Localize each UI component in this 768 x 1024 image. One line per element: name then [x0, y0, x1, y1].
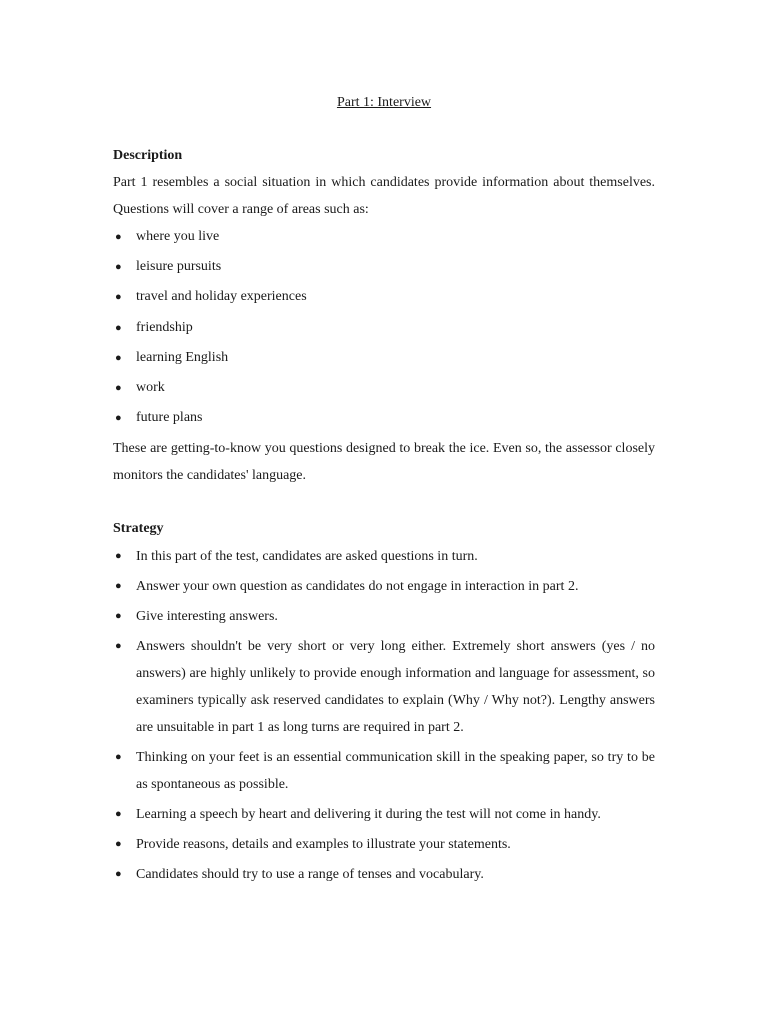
list-item: ● Candidates should try to use a range of tenses and vocabulary.	[113, 861, 655, 888]
description-heading: Description	[113, 148, 183, 163]
bullet-icon: ●	[115, 321, 122, 334]
description-outro: These are getting-to-know you questions designed to break the ice. Even so, the assessor closely monitors the candidates' language.	[113, 441, 655, 483]
bullet-icon: ●	[115, 751, 122, 763]
bullet-icon: ●	[115, 261, 122, 274]
description-intro: Part 1 resembles a social situation in which candidates provide information about themselves. Questions will cover a range of areas such as:	[113, 175, 655, 217]
list-item: ● learning English	[113, 348, 655, 378]
page-title: Part 1: Interview	[336, 95, 432, 110]
bullet-icon: ●	[115, 231, 122, 243]
list-item: ● Give interesting answers.	[113, 603, 655, 630]
bullet-icon: ●	[115, 868, 122, 880]
bullet-icon: ●	[115, 412, 122, 425]
bullet-icon: ●	[115, 808, 122, 820]
strategy-heading: Strategy	[113, 521, 164, 536]
list-item: ● Learning a speech by heart and delivering it during the test will not come in handy.	[113, 801, 655, 828]
bullet-icon: ●	[115, 580, 122, 592]
bullet-icon: ●	[115, 291, 122, 304]
list-item: ● Answers shouldn't be very short or very long either. Extremely short answers (yes / no answers) are highly unlikely to provide enough information and language for assessment, so examiners typically ask reserved candidates to explain (Why / Why not?). Lengthy answers are unsuitable in part 1 as long turns are required in part 2.	[113, 633, 655, 741]
list-item: ● Thinking on your feet is an essential communication skill in the speaking paper, so try to be as spontaneous as possible.	[113, 744, 655, 798]
list-item: ● Provide reasons, details and examples to illustrate your statements.	[113, 831, 655, 858]
list-item: ● future plans	[113, 408, 655, 438]
bullet-icon: ●	[115, 381, 122, 394]
list-item: ● Answer your own question as candidates do not engage in interaction in part 2.	[113, 573, 655, 600]
list-item: ● In this part of the test, candidates are asked questions in turn.	[113, 543, 655, 570]
list-item: ● leisure pursuits	[113, 257, 655, 287]
list-item: ● friendship	[113, 318, 655, 348]
description-list	[113, 227, 655, 438]
list-item: ● where you live	[113, 227, 655, 257]
strategy-list	[113, 543, 655, 891]
bullet-icon: ●	[115, 550, 122, 562]
bullet-icon: ●	[115, 640, 122, 652]
bullet-icon: ●	[115, 351, 122, 364]
bullet-icon: ●	[115, 838, 122, 850]
list-item: ● travel and holiday experiences	[113, 287, 655, 317]
bullet-icon: ●	[115, 610, 122, 622]
list-item: ● work	[113, 378, 655, 408]
